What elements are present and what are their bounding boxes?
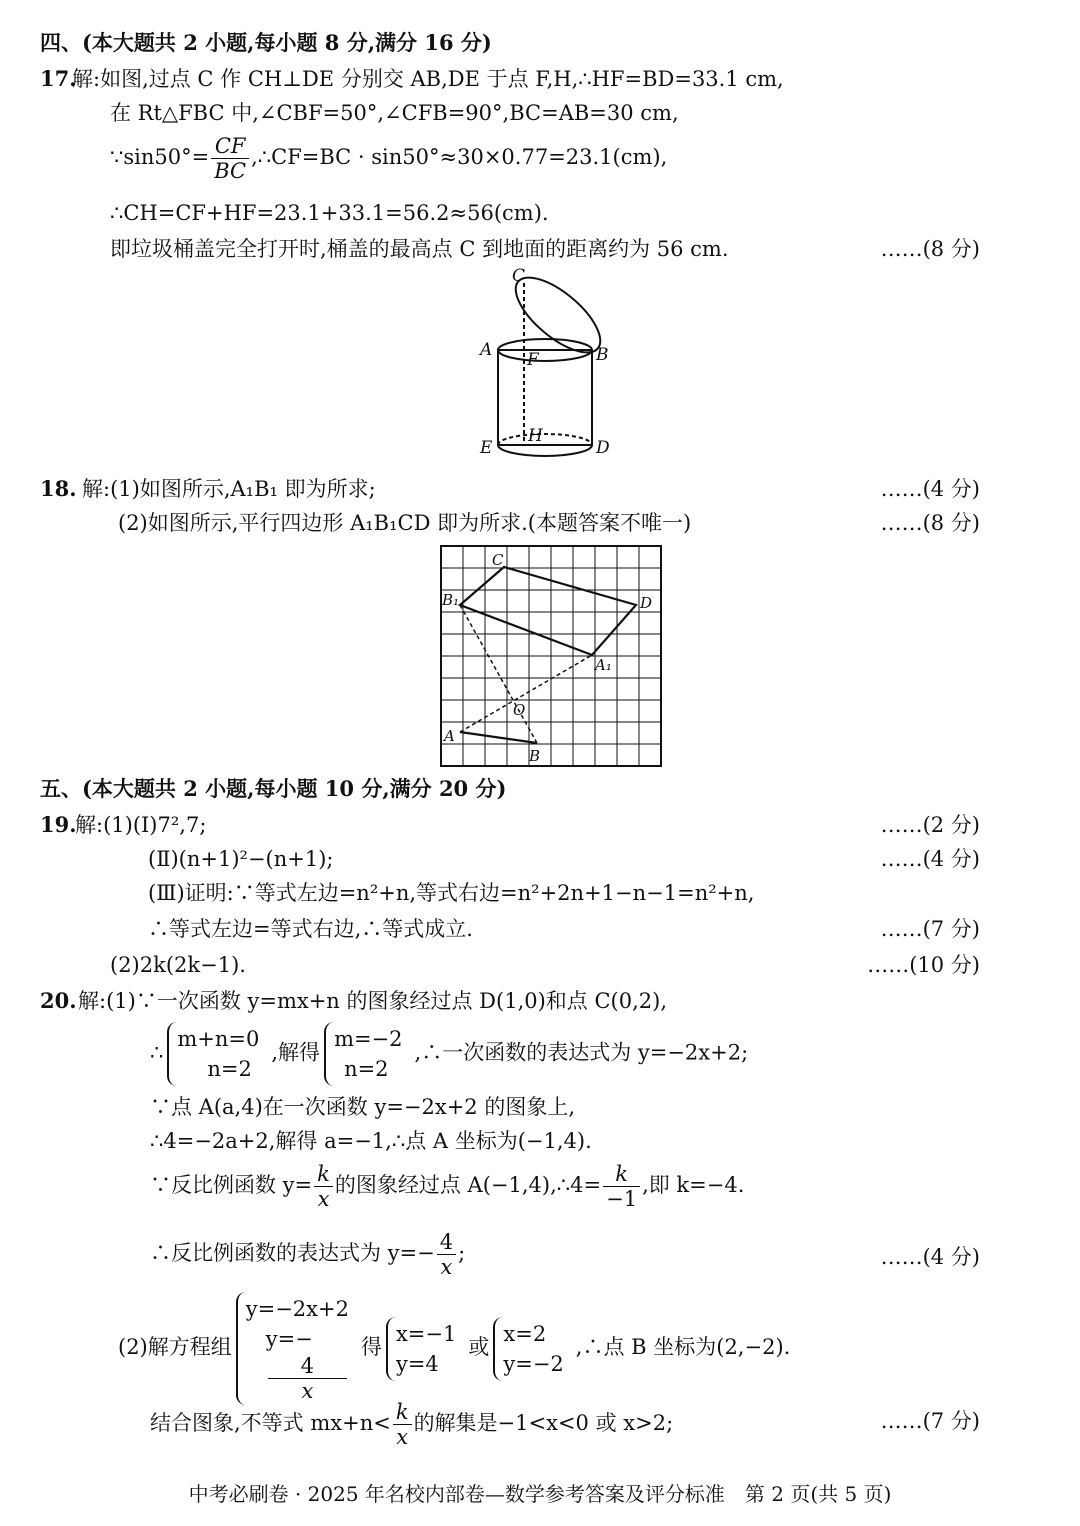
q19-line5: (2)2k(2k−1). — [110, 953, 246, 977]
q20-system4 — [386, 1317, 464, 1381]
q18-grid-figure — [440, 545, 664, 769]
q17-label-c: C — [512, 266, 526, 286]
q20-score6: ……(4 分) — [880, 1245, 980, 1269]
q20-line1: 解:(1)∵一次函数 y=mx+n 的图象经过点 D(1,0)和点 C(0,2), — [78, 989, 668, 1013]
q17-label-e: E — [480, 438, 493, 458]
q20-line8-frac-num: k — [393, 1400, 412, 1425]
q20-line4: ∴4=−2a+2,解得 a=−1,∴点 A 坐标为(−1,4). — [150, 1129, 592, 1153]
q20-mid2: 得 — [360, 1335, 382, 1359]
q18-label-b1: B₁ — [442, 591, 460, 609]
q20-frac1-den: x — [317, 1187, 330, 1211]
q17-label-d: D — [596, 438, 610, 458]
q20-sys4-eq1: x=−1 — [395, 1321, 457, 1346]
q17-line4: ∴CH=CF+HF=23.1+33.1=56.2≈56(cm). — [110, 201, 549, 225]
q20-sys3-frac-den: x — [301, 1379, 314, 1403]
page-footer: 中考必刷卷 · 2025 年名校内部卷—数学参考答案及评分标准 第 2 页(共 5 页) — [188, 1482, 892, 1506]
q20-system1 — [167, 1022, 267, 1086]
q17-trash-can-figure — [470, 265, 630, 470]
q18-label-a1: A₁ — [595, 656, 612, 674]
q17-line3-post: ,∴CF=BC · sin50°≈30×0.77=23.1(cm), — [251, 145, 668, 169]
q20-sys2-eq1: m=−2 — [334, 1027, 403, 1051]
q20-line5 — [150, 1162, 744, 1211]
q20-line7-pre: (2)解方程组 — [118, 1335, 232, 1359]
q20-line8-pre: 结合图象,不等式 mx+n< — [150, 1411, 391, 1435]
q20-line6-frac-num: 4 — [437, 1230, 456, 1255]
q18-label-o: O — [513, 701, 526, 719]
q20-sys1-eq2: n=2 — [207, 1057, 252, 1081]
q20-score8: ……(7 分) — [880, 1409, 980, 1433]
q20-frac1-num: k — [314, 1162, 333, 1187]
q18-line1: 解:(1)如图所示,A₁B₁ 即为所求; — [82, 477, 376, 501]
q17-line5: 即垃圾桶盖完全打开时,桶盖的最高点 C 到地面的距离约为 56 cm. — [110, 237, 729, 261]
q20-mid1: ,解得 — [271, 1040, 321, 1065]
q20-sys3-eq2 — [246, 1324, 349, 1403]
q17-frac-den: BC — [214, 159, 247, 183]
q20-line5-post: ,即 k=−4. — [642, 1173, 745, 1197]
q20-line5-frac2 — [603, 1162, 640, 1211]
q20-sys2-eq2: n=2 — [344, 1057, 389, 1081]
q19-score4: ……(7 分) — [880, 917, 980, 941]
q20-sys3-eq2-pre: y=− — [265, 1327, 313, 1351]
q18-label-c: C — [492, 551, 504, 569]
q20-line8-frac-den: x — [396, 1425, 409, 1449]
q20-sys3-frac — [268, 1354, 347, 1403]
q19-score2: ……(4 分) — [880, 847, 980, 871]
q17-score: ……(8 分) — [880, 237, 980, 261]
q20-line8-post: 的解集是−1<x<0 或 x>2; — [413, 1411, 674, 1435]
q20-line5-mid: 的图象经过点 A(−1,4),∴4= — [334, 1173, 602, 1197]
q20-line6 — [150, 1230, 465, 1279]
q19-line1: 解:(1)(Ⅰ)7²,7; — [75, 813, 207, 837]
section-5-title: 五、(本大题共 2 小题,每小题 10 分,满分 20 分) — [40, 776, 507, 801]
q19-number: 19. — [40, 812, 77, 837]
q19-score1: ……(2 分) — [880, 813, 980, 837]
q19-score5: ……(10 分) — [867, 953, 980, 977]
q20-system5 — [493, 1317, 571, 1381]
q17-label-f: F — [527, 350, 539, 370]
q20-system2 — [324, 1022, 410, 1086]
section-4-title: 四、(本大题共 2 小题,每小题 8 分,满分 16 分) — [40, 30, 492, 55]
q20-sys5-eq2: y=−2 — [503, 1351, 564, 1376]
q20-sys4-eq2: y=4 — [395, 1351, 439, 1376]
q20-line6-frac — [437, 1230, 456, 1279]
q20-line3: ∵点 A(a,4)在一次函数 y=−2x+2 的图象上, — [150, 1095, 576, 1119]
q20-sys3-frac-num: 4 — [268, 1354, 347, 1379]
q20-sys1-eq1: m+n=0 — [177, 1027, 260, 1051]
q20-line5-pre: ∵反比例函数 y= — [150, 1173, 313, 1197]
q20-number: 20. — [40, 988, 77, 1013]
q18-segment-ab — [460, 732, 537, 743]
q20-line7 — [118, 1292, 790, 1405]
q17-label-a: A — [480, 340, 493, 360]
q18-label-d: D — [640, 594, 653, 612]
q18-line2: (2)如图所示,平行四边形 A₁B₁CD 即为所求.(本题答案不唯一) — [118, 511, 692, 535]
q20-system3 — [236, 1292, 357, 1405]
q20-line6-pre: ∴反比例函数的表达式为 y=− — [150, 1241, 435, 1265]
q20-frac2-den: −1 — [606, 1187, 638, 1211]
q20-line2-post: ,∴一次函数的表达式为 y=−2x+2; — [414, 1040, 749, 1065]
q20-line6-post: ; — [458, 1241, 466, 1265]
q20-mid3: 或 — [468, 1335, 490, 1359]
q19-line4: ∴等式左边=等式右边,∴等式成立. — [148, 917, 473, 941]
q17-line3-pre: ∵sin50°= — [110, 145, 210, 169]
q18-score2: ……(8 分) — [880, 511, 980, 535]
q19-line3: (Ⅲ)证明:∵等式左边=n²+n,等式右边=n²+2n+1−n−1=n²+n, — [148, 881, 755, 905]
q17-line3 — [110, 134, 667, 183]
q20-line5-frac1 — [314, 1162, 333, 1211]
q18-label-b: B — [529, 747, 541, 765]
q20-line8 — [150, 1400, 673, 1449]
q17-label-b: B — [596, 345, 609, 365]
q17-number: 17. — [40, 66, 77, 91]
q17-bottom-back — [498, 434, 592, 445]
q20-line8-frac — [393, 1400, 412, 1449]
q17-line1: 解:如图,过点 C 作 CH⊥DE 分别交 AB,DE 于点 F,H,∴HF=BD=33.1 cm, — [72, 67, 784, 91]
q18-parallelogram — [460, 567, 636, 655]
q20-line2: ∴ m+n=0 n=2 ,解得 m=−2 n=2 ,∴一次函数的表达式为 y=−2x+2; — [150, 1022, 748, 1086]
q20-frac2-num: k — [603, 1162, 640, 1187]
q20-line7-post: ,∴点 B 坐标为(2,−2). — [575, 1335, 791, 1359]
q20-sys3-eq1: y=−2x+2 — [245, 1297, 349, 1321]
q18-label-a: A — [444, 727, 455, 745]
q20-sys5-eq1: x=2 — [503, 1321, 547, 1346]
q20-line6-frac-den: x — [440, 1255, 453, 1279]
q18-number: 18. — [40, 476, 77, 501]
q17-line2: 在 Rt△FBC 中,∠CBF=50°,∠CFB=90°,BC=AB=30 cm, — [110, 101, 679, 125]
q17-label-h: H — [528, 426, 543, 446]
q17-frac-num: CF — [211, 134, 249, 159]
q17-fraction — [211, 134, 249, 183]
q18-dashed-aa1 — [460, 655, 592, 732]
q17-bottom-front — [498, 445, 592, 456]
q18-score1: ……(4 分) — [880, 477, 980, 501]
q19-line2: (Ⅱ)(n+1)²−(n+1); — [148, 847, 334, 871]
